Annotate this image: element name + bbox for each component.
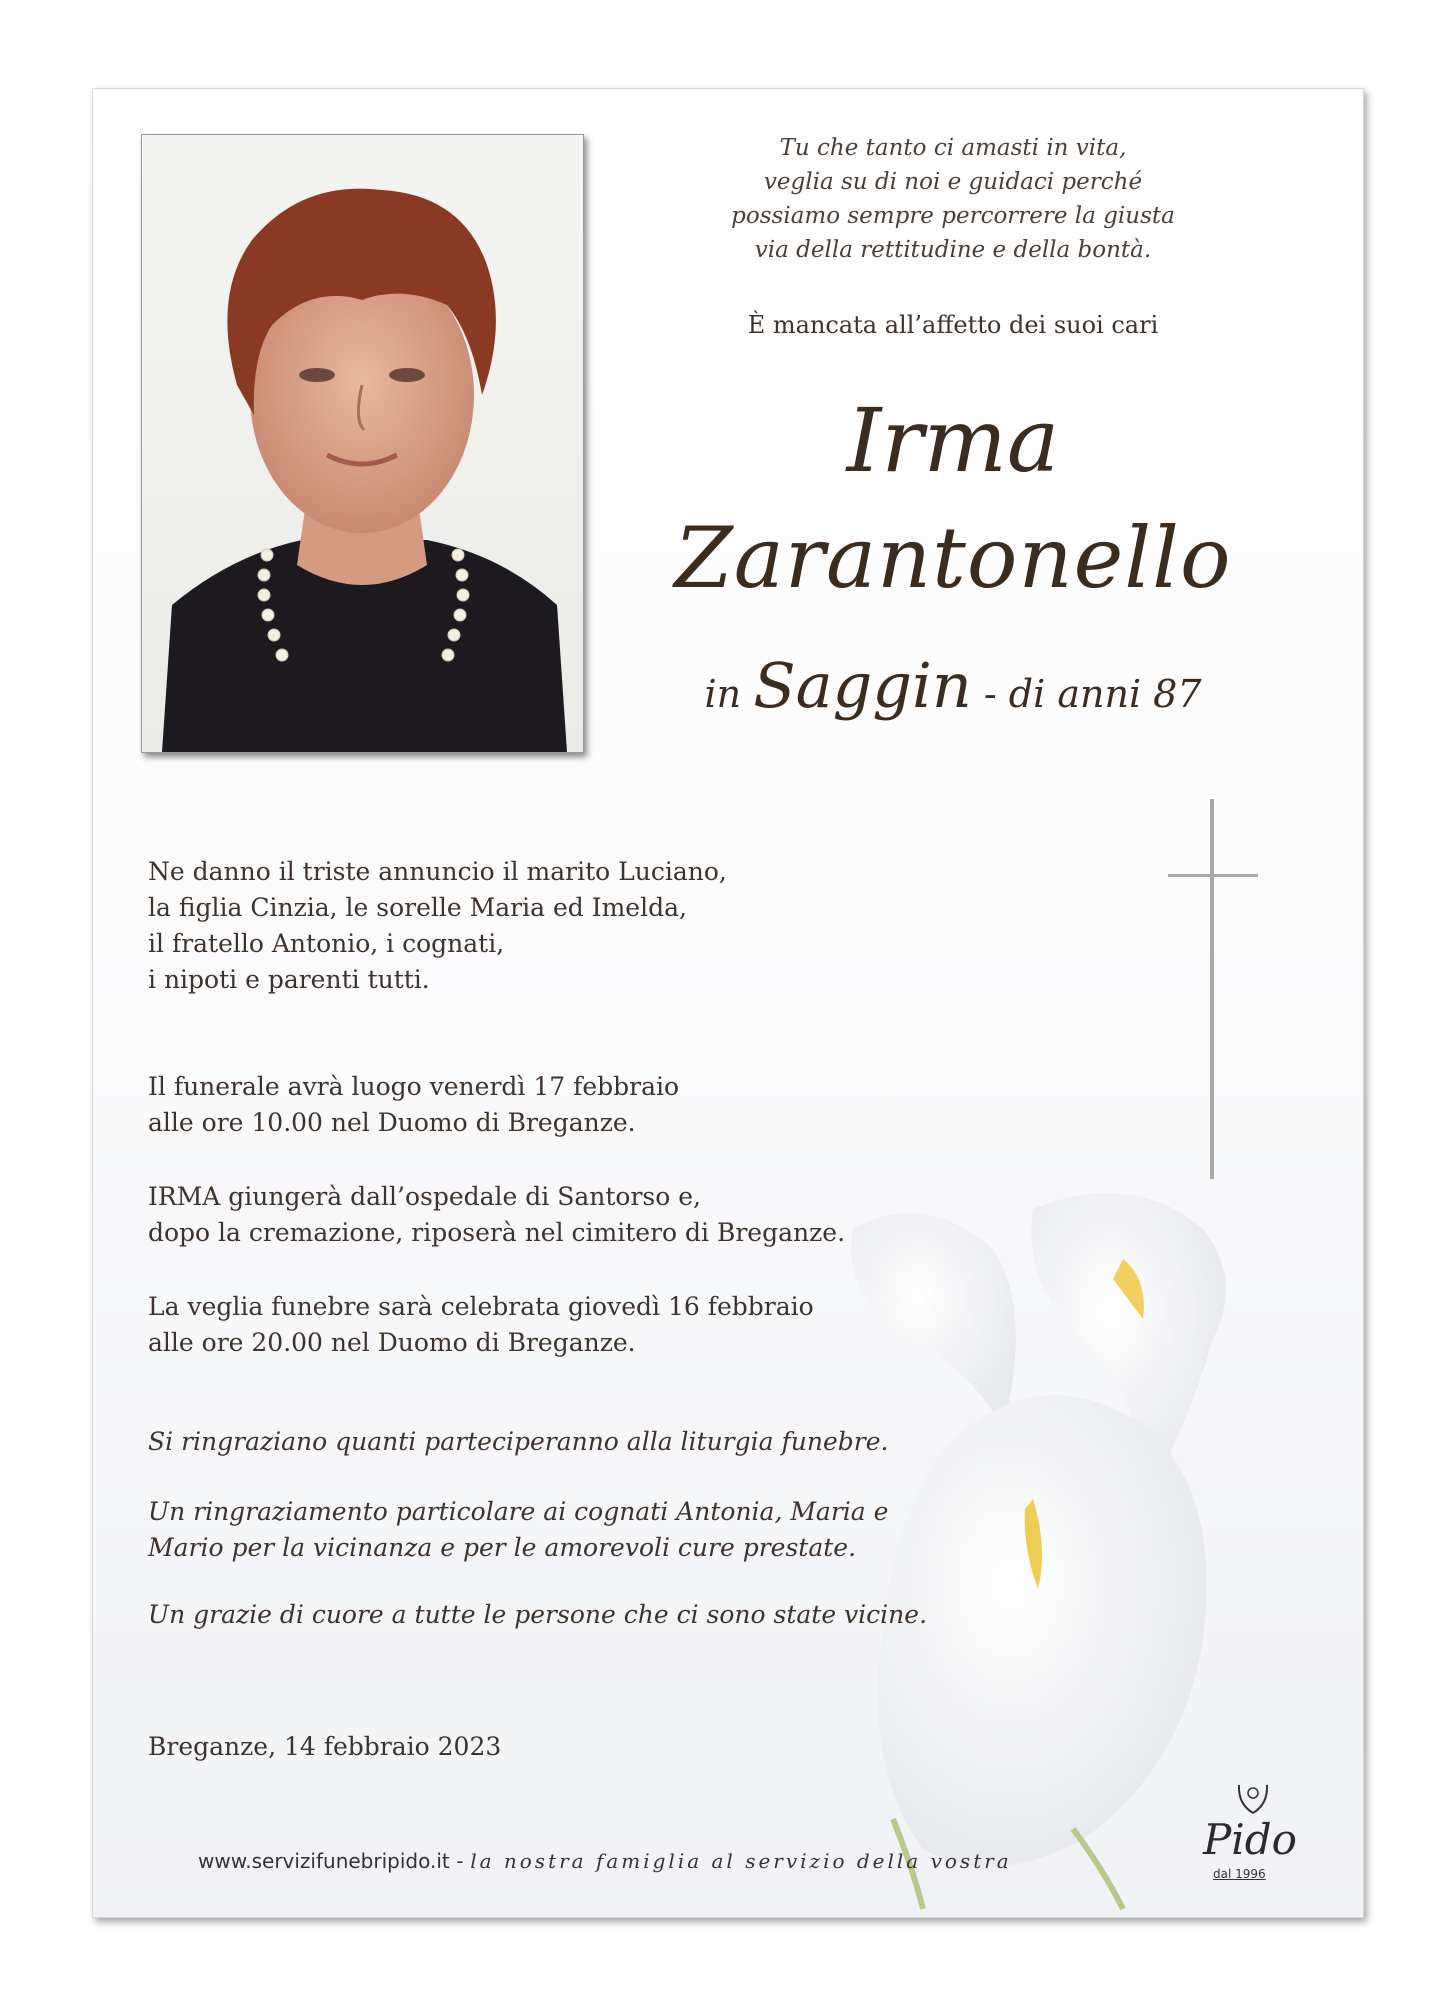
logo-wordmark: Pido	[1203, 1815, 1297, 1864]
family-line: Ne danno il triste annuncio il marito Luciano,	[148, 857, 727, 886]
company-logo	[1193, 1779, 1313, 1879]
thanks-particular	[148, 1494, 1048, 1566]
cross-icon	[1168, 799, 1258, 1179]
portrait-photo	[141, 134, 584, 753]
quote-line: possiamo sempre percorrere la giusta	[731, 203, 1175, 229]
family-line: i nipoti e parenti tutti.	[148, 965, 430, 994]
family-line: il fratello Antonio, i cognati,	[148, 929, 505, 958]
thanks-particular-line: Mario per la vicinanza e per le amorevoli cure prestate.	[148, 1533, 857, 1562]
vigil-line: alle ore 20.00 nel Duomo di Breganze.	[148, 1328, 636, 1357]
vigil-details	[148, 1289, 1048, 1361]
vigil-line: La veglia funebre sarà celebrata giovedì 16 febbraio	[148, 1292, 814, 1321]
footer	[198, 1849, 1098, 1873]
logo-since: dal 1996	[1213, 1867, 1266, 1881]
arrival-line: dopo la cremazione, riposerà nel cimitero di Breganze.	[148, 1218, 846, 1247]
deceased-last-name: Zarantonello	[674, 509, 1232, 607]
obituary-sheet	[92, 88, 1364, 1918]
quote-line: via della rettitudine e della bontà.	[754, 237, 1152, 263]
married-name-line	[603, 649, 1303, 722]
married-prefix: in	[704, 672, 742, 716]
funeral-line: alle ore 10.00 nel Duomo di Breganze.	[148, 1108, 636, 1137]
arrival-line: IRMA giungerà dall’ospedale di Santorso e,	[148, 1182, 701, 1211]
thanks-general: Si ringraziano quanti parteciperanno alla liturgia funebre.	[148, 1427, 889, 1456]
family-line: la figlia Cinzia, le sorelle Maria ed Imelda,	[148, 893, 687, 922]
announcement-text: È mancata all’affetto dei suoi cari	[747, 311, 1159, 339]
quote-line: veglia su di noi e guidaci perché	[763, 169, 1143, 195]
funeral-line: Il funerale avrà luogo venerdì 17 febbraio	[148, 1072, 680, 1101]
memorial-quote	[703, 131, 1203, 267]
footer-separator: -	[449, 1849, 471, 1873]
place-date: Breganze, 14 febbraio 2023	[148, 1732, 502, 1761]
portrait-illustration	[142, 135, 583, 752]
laurel-icon	[1233, 1779, 1273, 1815]
quote-line: Tu che tanto ci amasti in vita,	[779, 135, 1127, 161]
married-surname: Saggin	[753, 649, 972, 722]
website-link[interactable]: www.servizifunebripido.it	[198, 1849, 450, 1873]
thanks-particular-line: Un ringraziamento particolare ai cognati Antonia, Maria e	[148, 1497, 889, 1526]
thanks-final: Un grazie di cuore a tutte le persone che ci sono state vicine.	[148, 1600, 928, 1629]
age-text: - di anni 87	[983, 672, 1202, 716]
deceased-first-name: Irma	[846, 389, 1060, 492]
family-announcement	[148, 854, 1048, 998]
arrival-details	[148, 1179, 1048, 1251]
footer-tagline: la nostra famiglia al servizio della vostra	[470, 1849, 1012, 1873]
funeral-details	[148, 1069, 1048, 1141]
